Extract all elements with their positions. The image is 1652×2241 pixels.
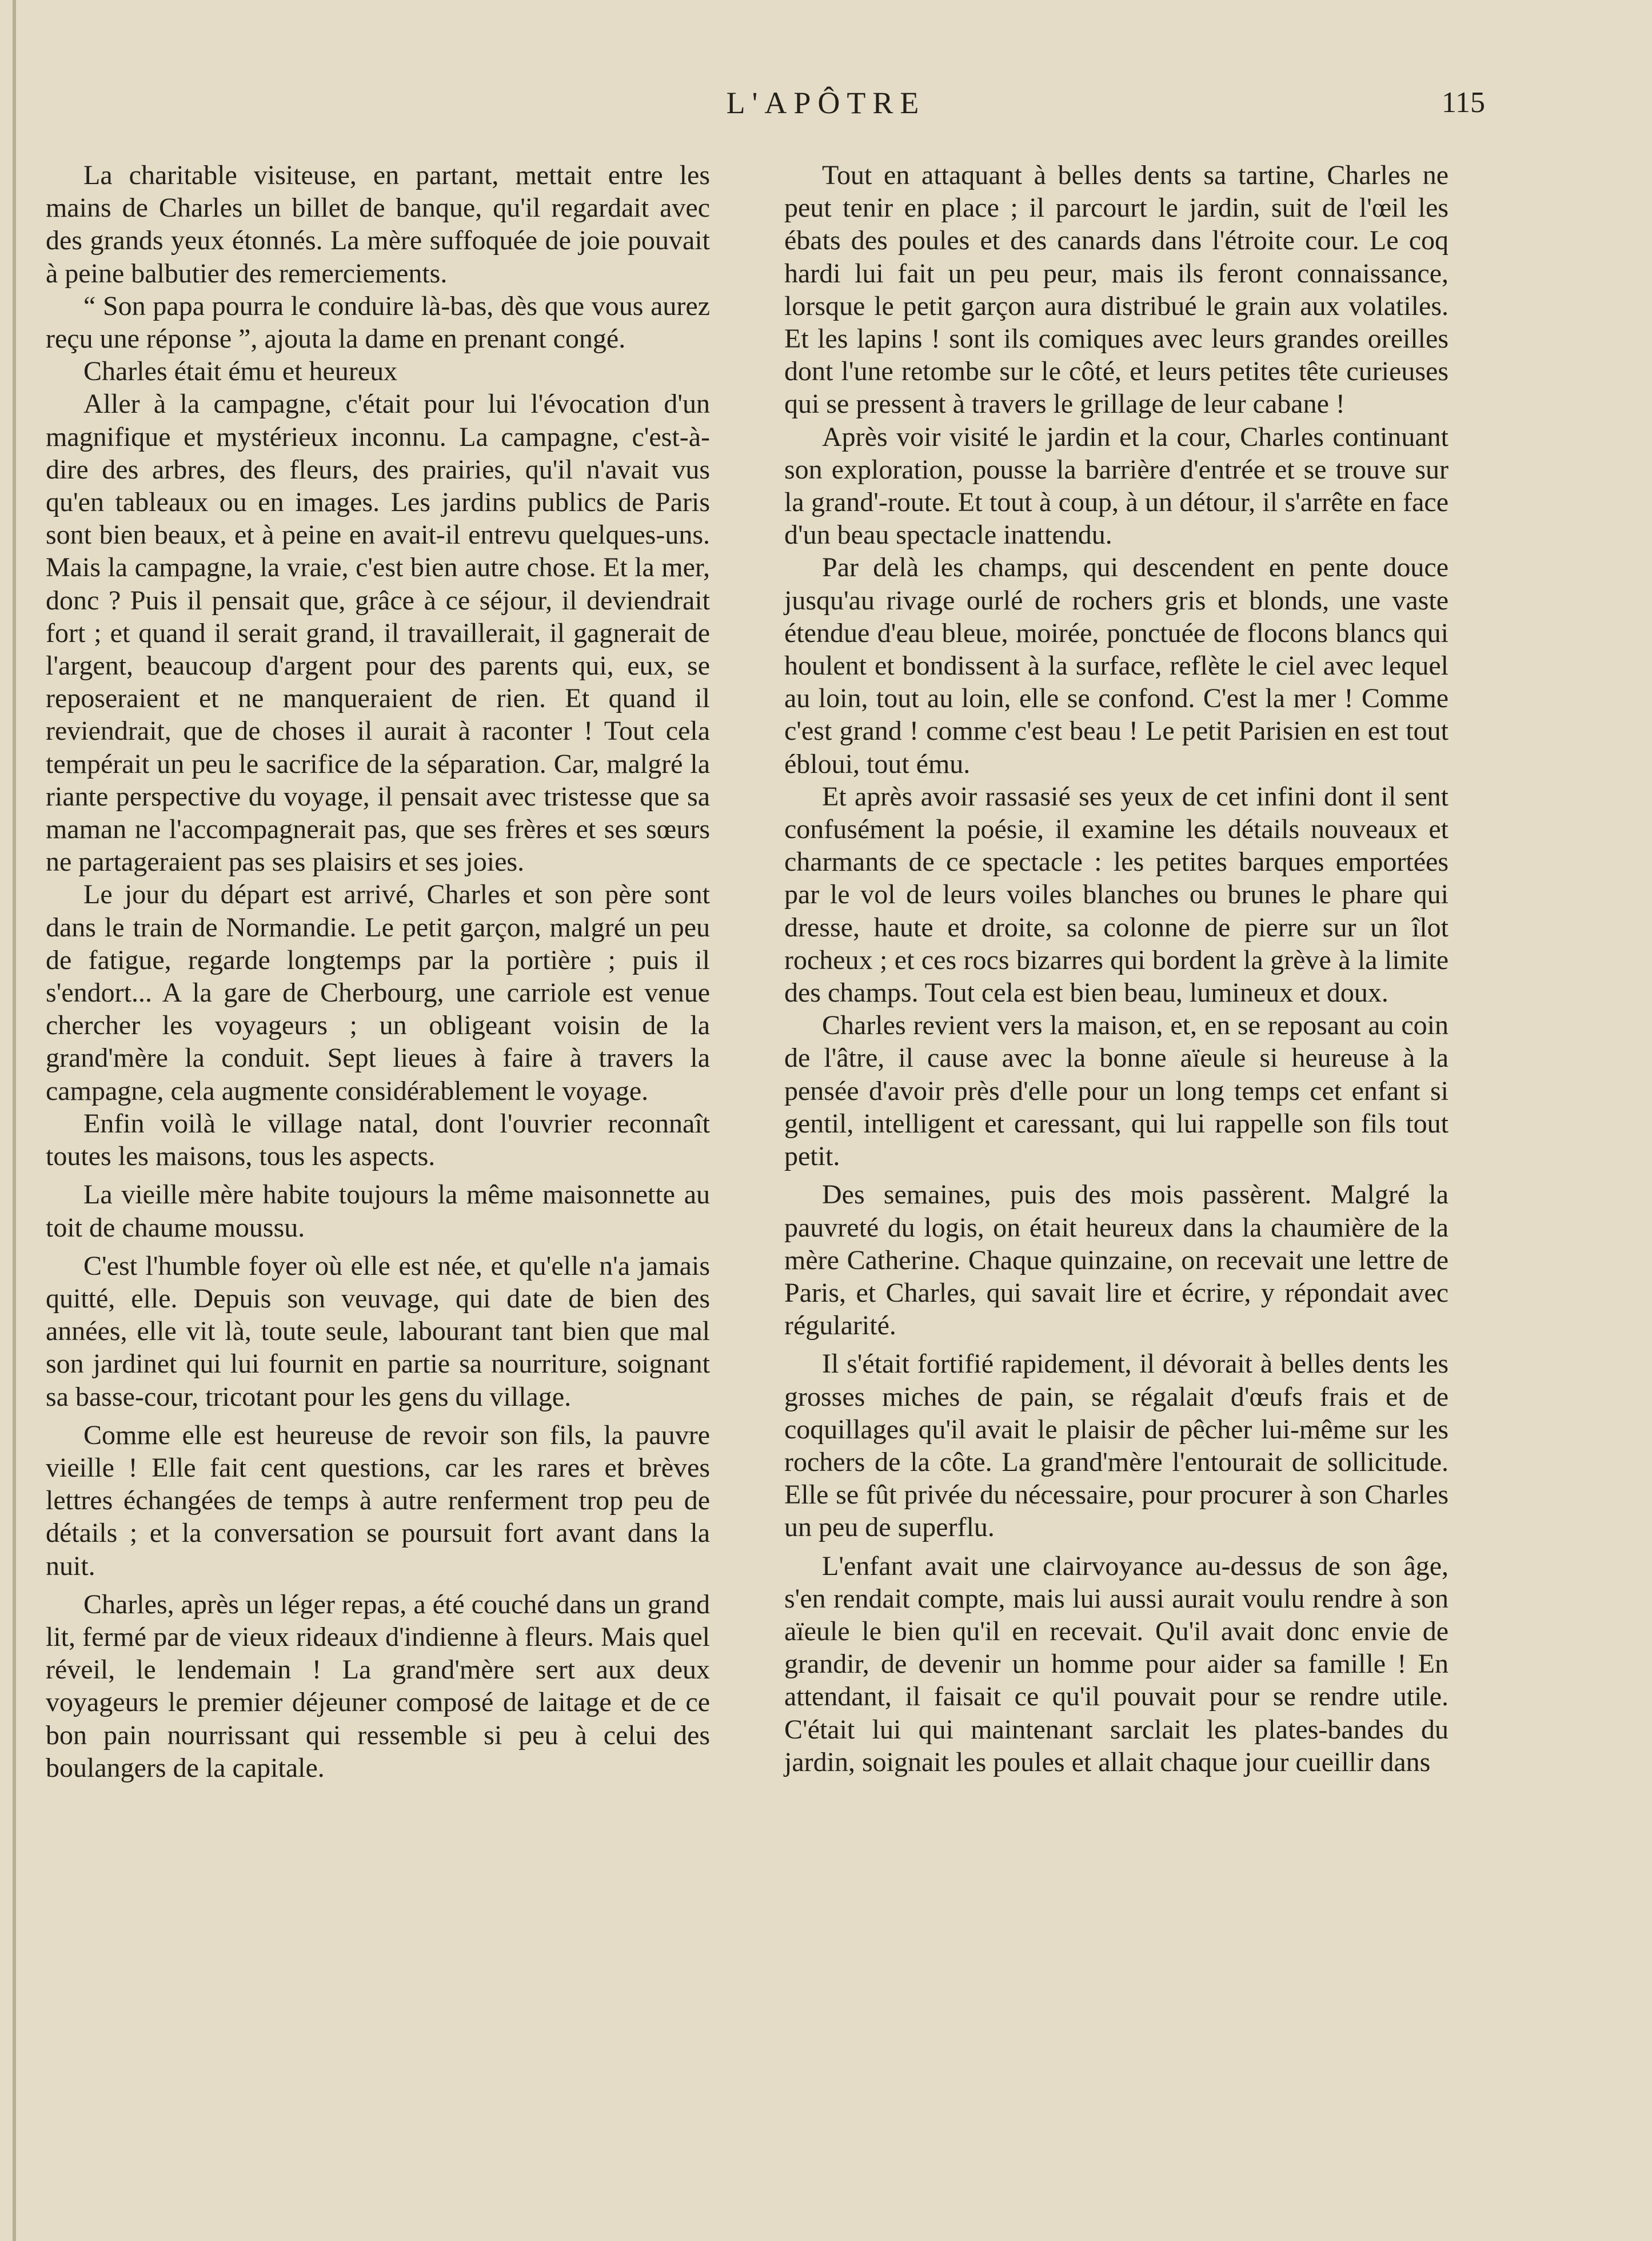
paragraph: Charles était ému et heureux	[83, 356, 398, 387]
page-gutter-edge	[13, 0, 16, 2241]
paragraph: La vieille mère habite toujours la même maisonnette au toit de chaume moussu.	[46, 1179, 710, 1243]
paragraph: C'est l'humble foyer où elle est née, et qu'elle n'a jamais quitté, elle. Depuis son veuvage, qui date de bien des années, elle vit là, toute seule, labourant tant bien que mal son jardinet qui lui fournit en partie sa nourriture, soignant sa basse-cour, tricotant pour les gens du village.	[46, 1250, 710, 1412]
paragraph: Par delà les champs, qui descendent en pente douce jusqu'au rivage ourlé de rochers gris et blonds, une vaste étendue d'eau bleue, moirée, ponctuée de flocons blancs qui houlent et bondissent à la surface, reflète le ciel avec lequel au loin, tout au loin, elle se confond. C'est la mer ! Comme c'est grand ! comme c'est beau ! Le petit Parisien en est tout ébloui, tout ému.	[784, 552, 1449, 779]
paragraph: Tout en attaquant à belles dents sa tartine, Charles ne peut tenir en place ; il parcourt le jardin, suit de l'œil les ébats des poules et des canards dans l'étroite cour. Le coq hardi lui fait un peu peur, mais ils feront connaissance, lorsque le petit garçon aura distribué le grain aux volatiles. Et les lapins ! sont ils comiques avec leurs grandes oreilles dont l'une retombe sur le côté, et leurs petites tête curieuses qui se pressent à travers le grillage de leur cabane !	[784, 160, 1449, 420]
paragraph: Aller à la campagne, c'était pour lui l'évocation d'un magnifique et mystérieux inconnu. La campagne, c'est-à-dire des arbres, des fleurs, des prairies, qu'il n'avait vus qu'en tableaux ou en images. Les jardins publics de Paris sont bien beaux, et à peine en avait-il entrevu quelques-uns. Mais la campagne, la vraie, c'est bien autre chose. Et la mer, donc ? Puis il pensait que, grâce à ce séjour, il deviendrait fort ; et quand il serait grand, il travaillerait, il gagnerait de l'argent, beaucoup d'argent pour des parents qui, eux, se reposeraient et ne manqueraient de rien. Et quand il reviendrait, que de choses il aurait à raconter ! Tout cela tempérait un peu le sacrifice de la séparation. Car, malgré la riante perspective du voyage, il pensait avec tristesse que sa maman ne l'accompagnerait pas, que ses frères et ses sœurs ne partageraient pas ses plaisirs et ses joies.	[46, 389, 710, 878]
paragraph: Il s'était fortifié rapidement, il dévorait à belles dents les grosses miches de pain, se régalait d'œufs frais et de coquillages qu'il avait le plaisir de pêcher lui-même sur les rochers de la côte. La grand'mère l'entourait de sollicitude. Elle se fût privée du nécessaire, pour procurer à son Charles un peu de superflu.	[784, 1349, 1449, 1543]
paragraph: L'enfant avait une clairvoyance au-dessus de son âge, s'en rendait compte, mais lui aussi aurait voulu rendre à son aïeule le bien qu'il en recevait. Qu'il avait donc envie de grandir, de devenir un homme pour aider sa famille ! En attendant, il faisait ce qu'il pouvait pour se rendre utile. C'était lui qui maintenant sarclait les plates-bandes du jardin, soignait les poules et allait chaque jour cueillir dans	[784, 1550, 1449, 1777]
paragraph: Après voir visité le jardin et la cour, Charles continuant son exploration, pousse la barrière d'entrée et se trouve sur la grand'-route. Et tout à coup, à un détour, il s'arrête en face d'un beau spectacle inattendu.	[784, 421, 1449, 551]
running-title: L'APÔTRE	[726, 86, 926, 120]
paragraph: Enfin voilà le village natal, dont l'ouvrier reconnaît toutes les maisons, tous les aspects.	[46, 1108, 710, 1172]
paragraph: Charles revient vers la maison, et, en se reposant au coin de l'âtre, il cause avec la bonne aïeule si heureuse à la pensée d'avoir près d'elle pour un long temps cet enfant si gentil, intelligent et caressant, qui lui rappelle son fils tout petit.	[784, 1010, 1449, 1172]
paragraph: Des semaines, puis des mois passèrent. Malgré la pauvreté du logis, on était heureux dans la chaumière de la mère Catherine. Chaque quinzaine, on recevait une lettre de Paris, et Charles, qui savait lire et écrire, y répondait avec régularité.	[784, 1179, 1449, 1341]
left-column	[46, 159, 710, 1784]
page-number: 115	[1441, 86, 1485, 119]
paragraph: Le jour du départ est arrivé, Charles et son père sont dans le train de Normandie. Le petit garçon, malgré un peu de fatigue, regarde longtemps par la portière ; puis il s'endort... A la gare de Cherbourg, une carriole est venue chercher les voyageurs ; un obligeant voisin de la grand'mère la conduit. Sept lieues à faire à travers la campagne, cela augmente considérablement le voyage.	[46, 879, 710, 1106]
paragraph: Comme elle est heureuse de revoir son fils, la pauvre vieille ! Elle fait cent questions, car les rares et brèves lettres échangées de temps à autre renferment trop peu de détails ; et la conversation se poursuit fort avant dans la nuit.	[46, 1419, 710, 1581]
running-header	[0, 80, 1652, 126]
paragraph: Et après avoir rassasié ses yeux de cet infini dont il sent confusément la poésie, il examine les détails nouveaux et charmants de ce spectacle : les petites barques emportées par le vol de leurs voiles blanches ou brunes le phare qui dresse, haute et droite, sa colonne de pierre sur un îlot rocheux ; et ces rocs bizarres qui bordent la grève à la limite des champs. Tout cela est bien beau, lumineux et doux.	[784, 781, 1449, 1008]
paragraph: “ Son papa pourra le conduire là-bas, dès que vous aurez reçu une réponse ”, ajouta la dame en prenant congé.	[46, 290, 710, 354]
right-column	[784, 159, 1449, 1779]
paragraph: Charles, après un léger repas, a été couché dans un grand lit, fermé par de vieux rideaux d'indienne à fleurs. Mais quel réveil, le lendemain ! La grand'mère sert aux deux voyageurs le premier déjeuner composé de laitage et de ce bon pain nourrissant qui ressemble si peu à celui des boulangers de la capitale.	[46, 1589, 710, 1783]
paragraph: La charitable visiteuse, en partant, mettait entre les mains de Charles un billet de banque, qu'il regardait avec des grands yeux étonnés. La mère suffoquée de joie pouvait à peine balbutier des remerciements.	[46, 160, 710, 289]
